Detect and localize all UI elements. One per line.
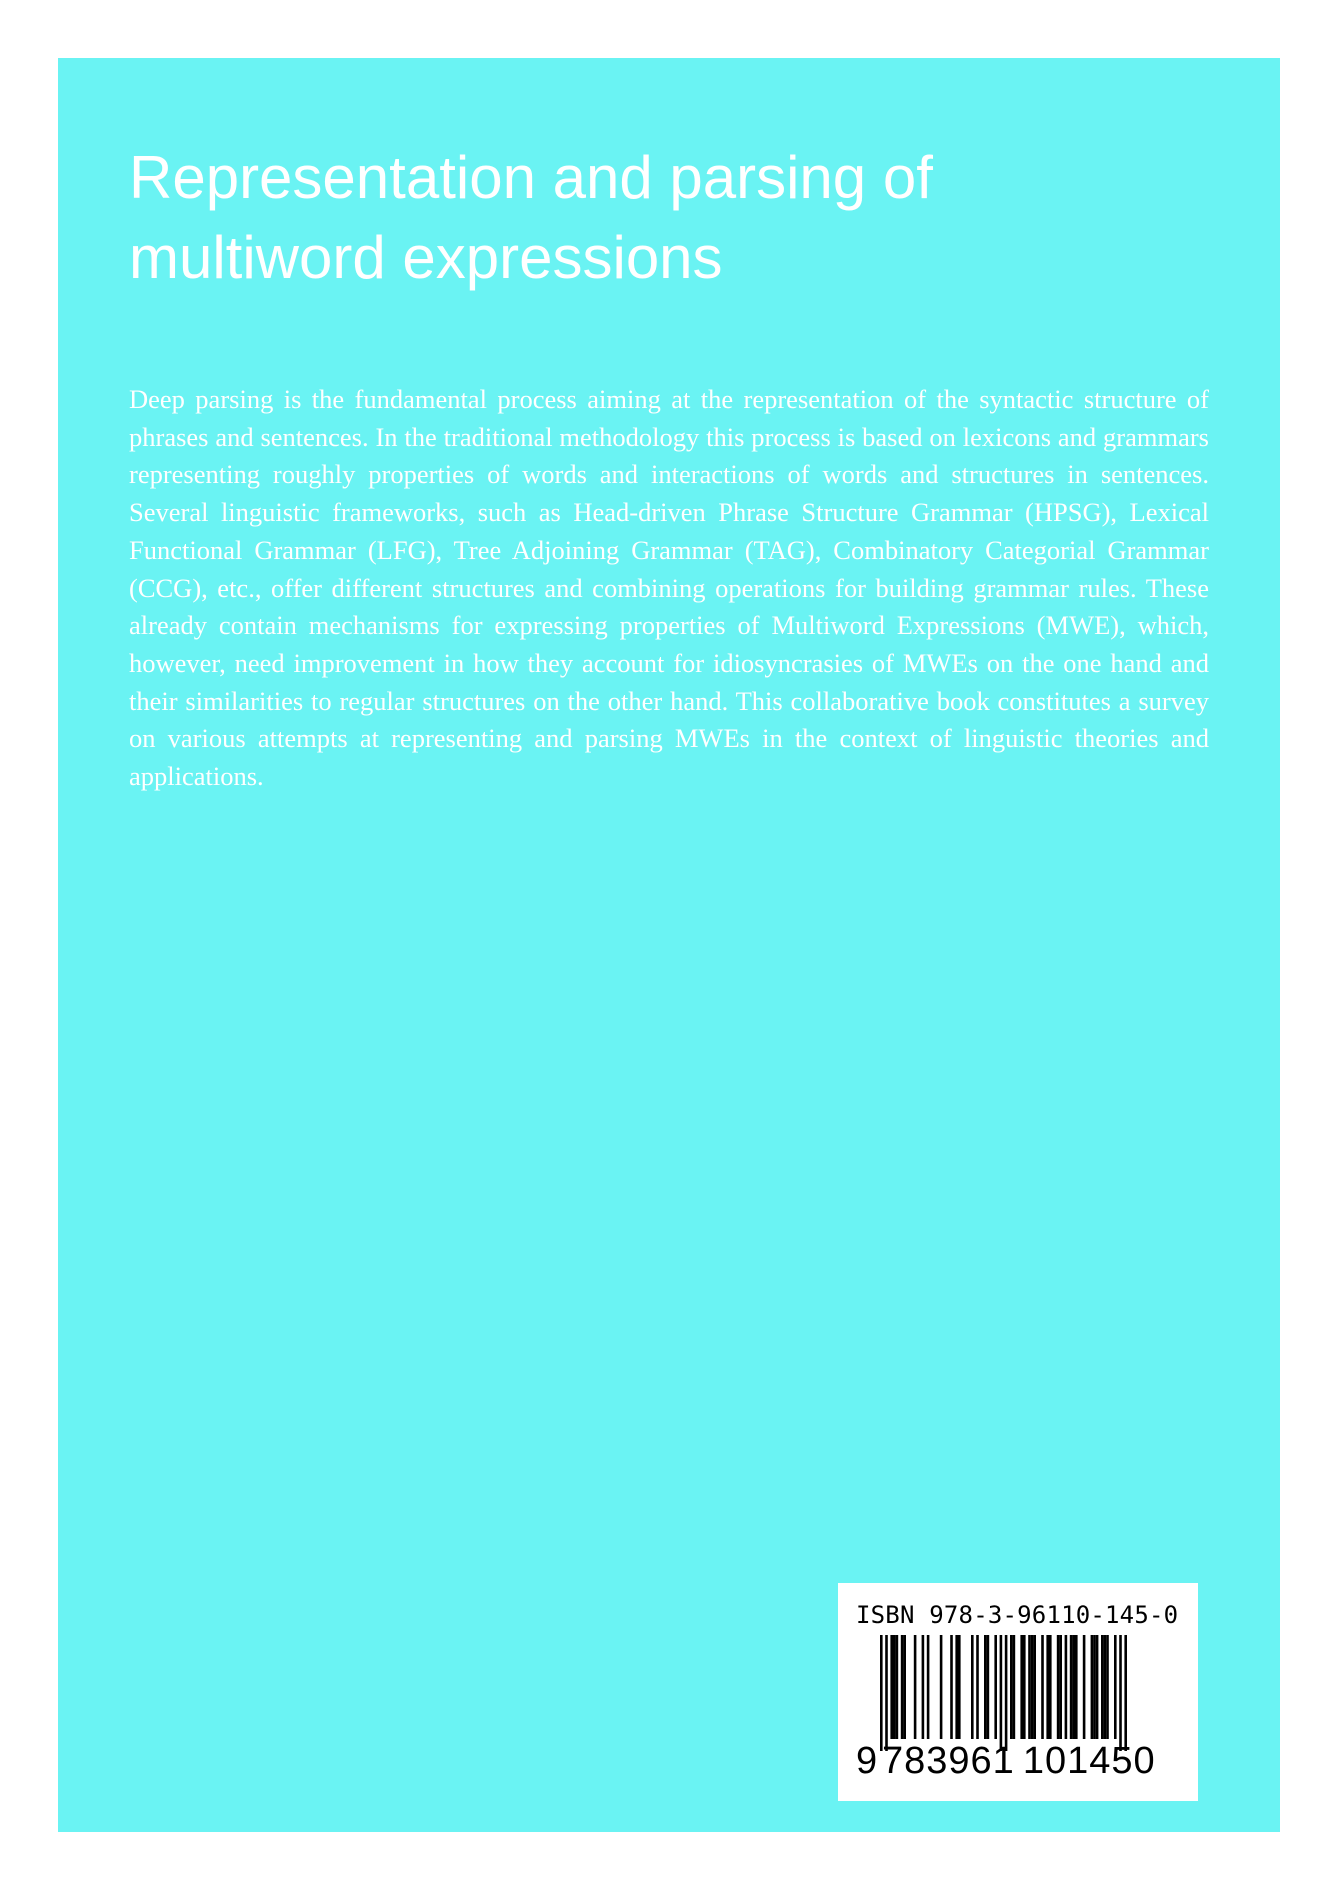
barcode-bar — [1083, 1635, 1086, 1739]
barcode-bar — [1057, 1635, 1060, 1739]
barcode-bar — [1028, 1635, 1031, 1739]
barcode-bar — [1070, 1635, 1073, 1739]
barcode-bar — [1041, 1635, 1044, 1739]
barcode-bar — [1075, 1635, 1078, 1739]
barcode-bar — [1114, 1635, 1117, 1739]
barcode-bar — [958, 1635, 961, 1739]
title-line-2: multiword expressions — [129, 224, 723, 291]
barcode-bar — [1106, 1635, 1109, 1739]
barcode-bar — [1104, 1635, 1107, 1739]
barcode-digits — [856, 1741, 1156, 1781]
barcode-bar — [976, 1635, 979, 1739]
blurb-text: Deep parsing is the fundamental process aiming at the representation of the syntactic structure of phrases and sentences. In the traditional methodology this process is based on lexicons and grammars representing roughly properties of words and interactions of words and structures in sentences. Several linguistic frameworks, such as Head-driven Phrase Structure Grammar (HPSG), Lexical Functional Grammar (LFG), Tree Adjoining Grammar (TAG), Combinatory Categorial Grammar (CCG), etc., offer different structures and combining operations for building grammar rules. These already contain mechanisms for expressing properties of Multiword Expressions (MWE), which, however, need improvement in how they account for idiosyncrasies of MWEs on the one hand and their similarities to regular structures on the other hand. This collaborative book constitutes a survey on various attempts at representing and parsing MWEs in the context of linguistic theories and applications. — [129, 384, 1209, 792]
barcode-bar — [1059, 1635, 1062, 1739]
barcode-bar — [1023, 1635, 1026, 1739]
barcode-bar — [1101, 1635, 1104, 1739]
barcode-bar — [893, 1635, 896, 1739]
barcode-bar — [1010, 1635, 1013, 1739]
barcode-digits-left: 783961 — [882, 1740, 1015, 1782]
barcode-bar — [1065, 1635, 1068, 1739]
barcode-bar — [901, 1635, 904, 1739]
barcode-bar — [1013, 1635, 1016, 1739]
isbn-barcode-box — [838, 1583, 1198, 1801]
barcode-bar — [896, 1635, 899, 1739]
barcode-bar — [1119, 1635, 1122, 1751]
barcode-bar — [1124, 1635, 1127, 1751]
barcode-bar — [984, 1635, 987, 1739]
barcode-bar — [1093, 1635, 1096, 1739]
back-cover — [58, 58, 1280, 1832]
barcode-bar — [950, 1635, 953, 1739]
barcode-bar — [1020, 1635, 1023, 1739]
barcode-bar — [1049, 1635, 1052, 1739]
barcode-bar — [1091, 1635, 1094, 1739]
barcode-bar — [1033, 1635, 1036, 1739]
barcode-bar — [1005, 1635, 1008, 1751]
barcode-bar — [927, 1635, 930, 1739]
barcode-digit-first: 9 — [856, 1740, 878, 1782]
isbn-label: ISBN 978-3-96110-145-0 — [856, 1601, 1179, 1629]
barcode-bar — [940, 1635, 943, 1739]
barcode-bar — [987, 1635, 990, 1739]
barcode-bar — [1096, 1635, 1099, 1739]
barcode-bar — [880, 1635, 883, 1751]
barcode-bar — [1072, 1635, 1075, 1739]
barcode-bar — [1031, 1635, 1034, 1739]
barcode-bar — [885, 1635, 888, 1751]
book-title — [129, 138, 1179, 298]
barcode-bar — [914, 1635, 917, 1739]
barcode-bar — [1000, 1635, 1003, 1751]
barcode-bar — [994, 1635, 997, 1739]
barcode-bar — [1046, 1635, 1049, 1739]
barcode-bar — [922, 1635, 925, 1739]
title-line-1: Representation and parsing of — [129, 144, 933, 211]
barcode-bar — [971, 1635, 974, 1739]
barcode-digits-right: 101450 — [1022, 1740, 1156, 1782]
barcode-bar — [955, 1635, 958, 1739]
barcode-bar — [903, 1635, 906, 1739]
barcode-image — [856, 1635, 1146, 1755]
barcode-bar — [890, 1635, 893, 1739]
